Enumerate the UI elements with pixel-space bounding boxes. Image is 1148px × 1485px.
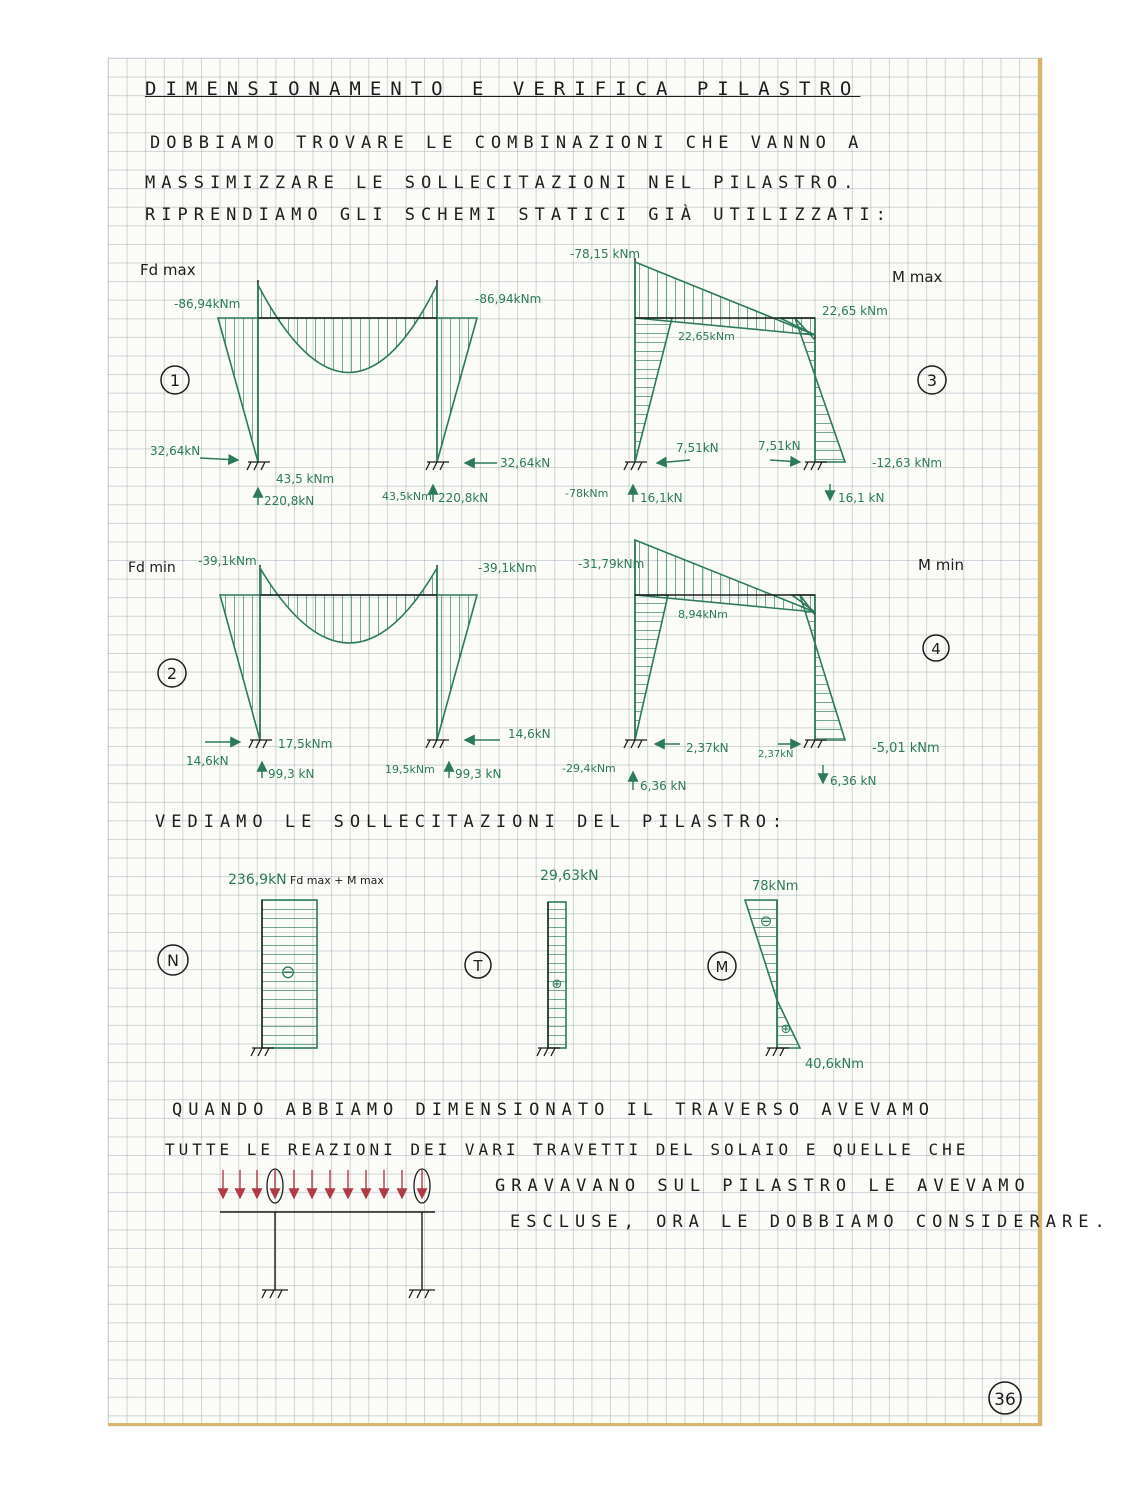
diagram-2-label: Fd min bbox=[128, 560, 176, 576]
intro-line-2: MASSIMIZZARE LE SOLLECITAZIONI NEL PILASTRO. bbox=[145, 173, 860, 193]
d3-h-left: 7,51kN bbox=[676, 441, 719, 455]
pillar-m-sign-base: ⊕ bbox=[780, 1022, 792, 1037]
pillar-m-value-base: 40,6kNm bbox=[805, 1057, 864, 1072]
d4-m-left-top: -31,79kNm bbox=[578, 557, 645, 571]
diagram-3-number: 3 bbox=[926, 371, 938, 390]
diagram-4-label: M min bbox=[918, 556, 964, 574]
frame-diagram-1 bbox=[140, 261, 550, 508]
d4-h-right: 2,37kN bbox=[758, 749, 794, 760]
d3-m-knee: 22,65kNm bbox=[678, 330, 735, 343]
d2-v-right: 99,3 kN bbox=[455, 767, 502, 781]
d4-m-knee: 8,94kNm bbox=[678, 608, 728, 621]
page-number: 36 bbox=[994, 1390, 1016, 1410]
pillar-n-value: 236,9kN bbox=[228, 872, 287, 888]
d3-v-right: 16,1 kN bbox=[838, 491, 885, 505]
diagram-2-number: 2 bbox=[166, 664, 178, 683]
d1-v-left: 220,8kN bbox=[264, 494, 315, 508]
frame-diagram-3 bbox=[565, 247, 946, 505]
section-heading: VEDIAMO LE SOLLECITAZIONI DEL PILASTRO: bbox=[155, 812, 789, 832]
page-title: DIMENSIONAMENTO E VERIFICA PILASTRO bbox=[145, 78, 861, 100]
d1-m-right-top: -86,94kNm bbox=[475, 292, 542, 306]
diagram-1-number: 1 bbox=[169, 371, 181, 390]
pillar-n-combo: Fd max + M max bbox=[290, 874, 384, 887]
pillar-n-diagram bbox=[158, 872, 384, 1056]
pillar-t-diagram bbox=[465, 868, 599, 1056]
closing-line-1: QUANDO ABBIAMO DIMENSIONATO IL TRAVERSO AVEVAMO bbox=[172, 1100, 936, 1120]
d2-h-left: 14,6kN bbox=[186, 754, 229, 768]
pillar-m-diagram bbox=[708, 879, 864, 1072]
closing-line-2: TUTTE LE REAZIONI DEI VARI TRAVETTI DEL SOLAIO E QUELLE CHE bbox=[165, 1140, 970, 1159]
d3-m-right-top: 22,65 kNm bbox=[822, 304, 888, 318]
d4-v-right: 6,36 kN bbox=[830, 774, 877, 788]
d1-m-left-top: -86,94kNm bbox=[174, 297, 241, 311]
d3-m-left-base: -78kNm bbox=[565, 487, 609, 500]
d2-m-left-top: -39,1kNm bbox=[198, 554, 257, 568]
intro-line-3: RIPRENDIAMO GLI SCHEMI STATICI GIÀ UTILIZZATI: bbox=[145, 205, 892, 225]
frame-diagram-2 bbox=[128, 554, 551, 781]
pillar-t-value: 29,63kN bbox=[540, 868, 599, 884]
diagram-3-label: M max bbox=[892, 268, 943, 286]
d3-h-right: 7,51kN bbox=[758, 439, 801, 453]
d1-h-right: 32,64kN bbox=[500, 456, 551, 470]
d3-v-left: 16,1kN bbox=[640, 491, 683, 505]
d4-m-left-base: -29,4kNm bbox=[562, 762, 616, 775]
intro-line-1: DOBBIAMO TROVARE LE COMBINAZIONI CHE VANNO A bbox=[150, 133, 865, 153]
d1-h-left: 32,64kN bbox=[150, 444, 201, 458]
d4-v-left: 6,36 kN bbox=[640, 779, 687, 793]
d2-h-right: 14,6kN bbox=[508, 727, 551, 741]
d1-m-right-base: 43,5kNm bbox=[382, 490, 432, 503]
closing-line-3: GRAVAVANO SUL PILASTRO LE AVEVAMO bbox=[495, 1176, 1031, 1196]
pillar-t-sign: ⊕ bbox=[551, 977, 563, 992]
pillar-t-symbol: T bbox=[473, 957, 483, 975]
d2-m-right-base: 19,5kNm bbox=[385, 763, 435, 776]
d4-h-left: 2,37kN bbox=[686, 741, 729, 755]
d1-m-left-base: 43,5 kNm bbox=[276, 472, 335, 486]
load-sketch bbox=[220, 1169, 435, 1298]
d1-v-right: 220,8kN bbox=[438, 491, 489, 505]
pillar-m-value-top: 78kNm bbox=[752, 879, 799, 894]
d2-v-left: 99,3 kN bbox=[268, 767, 315, 781]
pillar-m-symbol: M bbox=[715, 958, 729, 976]
d4-m-right-base: -5,01 kNm bbox=[872, 741, 940, 756]
d2-m-left-base: 17,5kNm bbox=[278, 737, 333, 751]
pillar-n-sign: ⊖ bbox=[280, 962, 296, 983]
d3-m-right-base: -12,63 kNm bbox=[872, 456, 943, 470]
d2-m-right-top: -39,1kNm bbox=[478, 561, 537, 575]
d3-m-left-top: -78,15 kNm bbox=[570, 247, 641, 261]
pillar-m-sign-top: ⊖ bbox=[759, 912, 773, 930]
frame-diagram-4 bbox=[562, 540, 964, 793]
diagram-1-label: Fd max bbox=[140, 261, 196, 279]
closing-line-4: ESCLUSE, ORA LE DOBBIAMO CONSIDERARE. bbox=[510, 1212, 1111, 1232]
pillar-n-symbol: N bbox=[167, 951, 179, 970]
diagram-4-number: 4 bbox=[931, 640, 941, 658]
